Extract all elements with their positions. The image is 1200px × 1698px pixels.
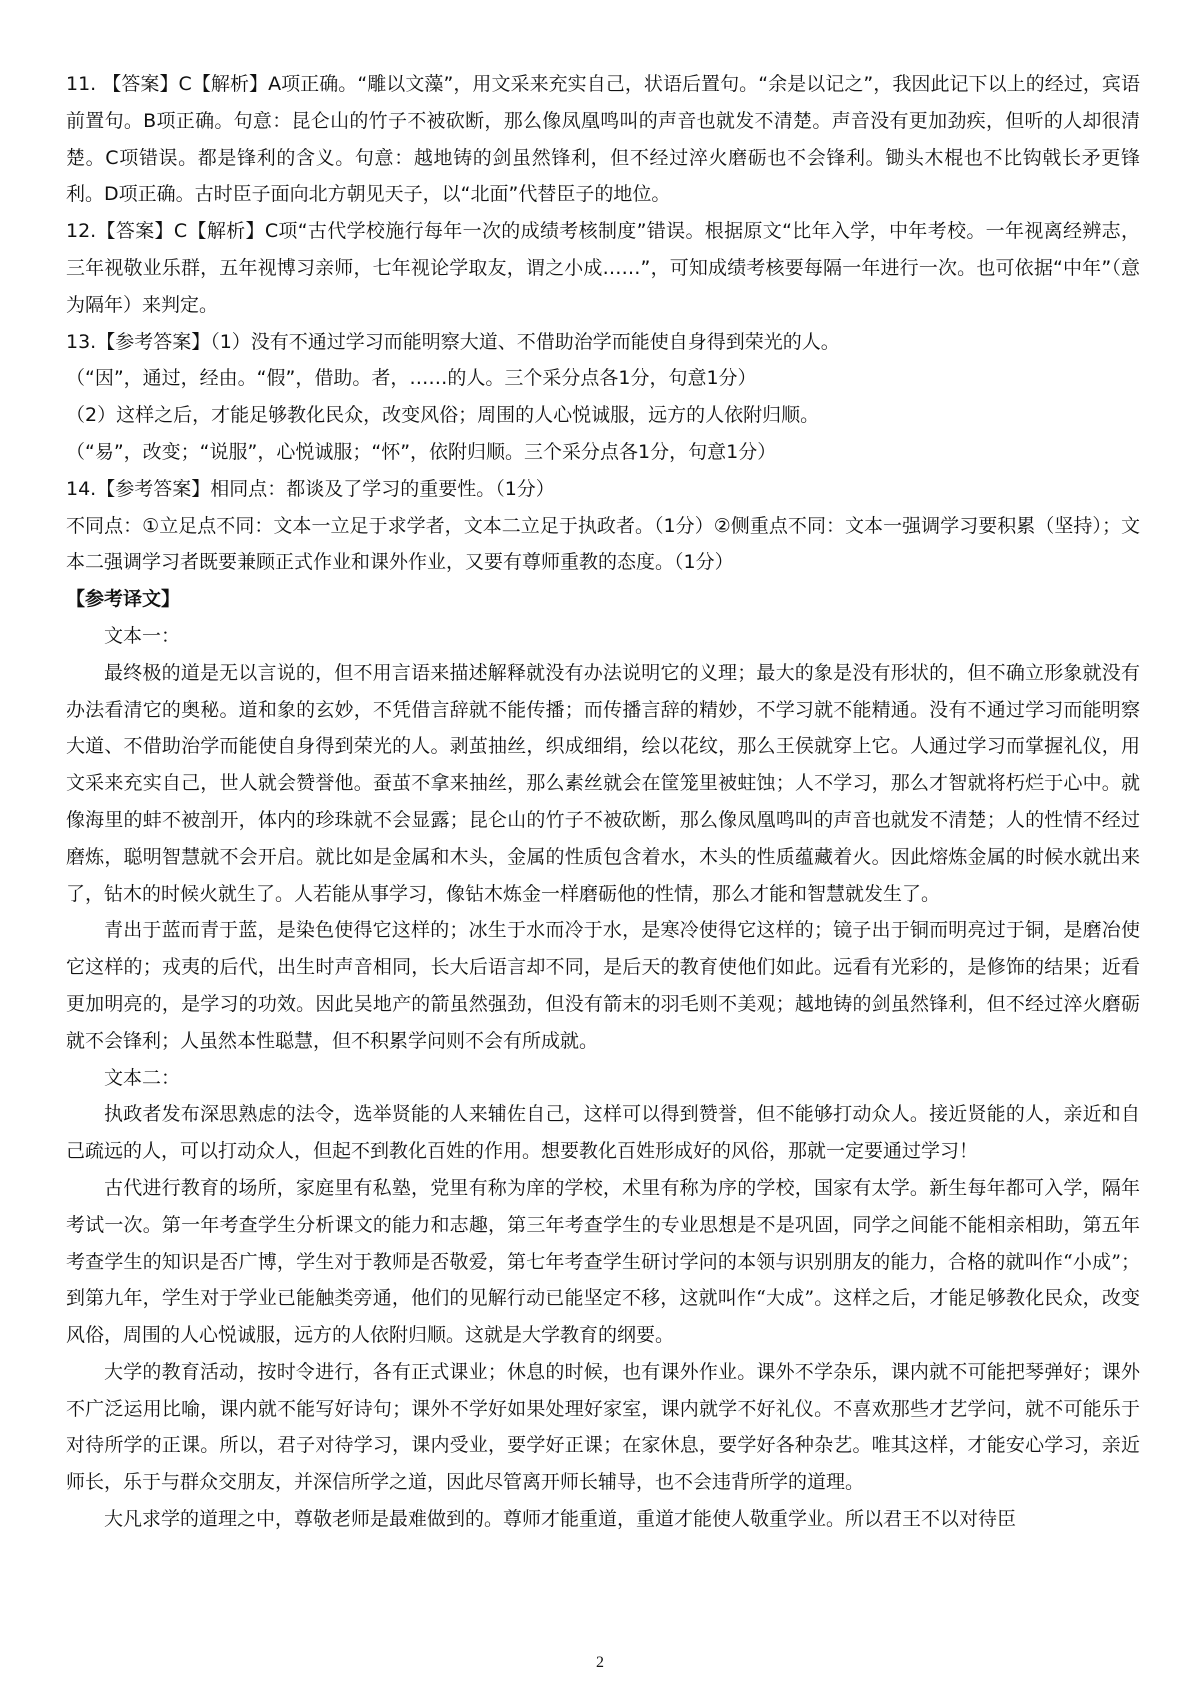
translation-heading: 【参考译文】 bbox=[66, 588, 181, 611]
document-page bbox=[66, 66, 1140, 1538]
answer-q12: 12.【答案】C【解析】C项“古代学校施行每年一次的成绩考核制度”错误。根据原文“比年入学，中年考校。一年视离经辨志，三年视敬业乐群，五年视博习亲师，七年视论学取友，谓之小成……”，可知成绩考核要每隔一年进行一次。也可依据“中年”（意为隔年）来判定。 bbox=[66, 220, 1140, 316]
answer-q13-part2-note: （“易”，改变；“说服”，心悦诚服；“怀”，依附归顺。三个采分点各1分，句意1分） bbox=[66, 440, 777, 463]
text2-paragraph-4: 大凡求学的道理之中，尊敬老师是最难做到的。尊师才能重道，重道才能使人敬重学业。所以君王不以对待臣 bbox=[104, 1508, 1017, 1531]
answer-q13-part1-note: （“因”，通过，经由。“假”，借助。者，……的人。三个采分点各1分，句意1分） bbox=[66, 367, 757, 390]
answer-q14-difference: 不同点：①立足点不同：文本一立足于求学者，文本二立足于执政者。（1分）②侧重点不同：文本一强调学习要积累（坚持）；文本二强调学习者既要兼顾正式作业和课外作业，又要有尊师重教的态度。（1分） bbox=[66, 514, 1140, 574]
text2-paragraph-2: 古代进行教育的场所，家庭里有私塾，党里有称为庠的学校，术里有称为序的学校，国家有太学。新生每年都可入学，隔年考试一次。第一年考查学生分析课文的能力和志趣，第三年考查学生的专业思想是不是巩固，同学之间能不能相亲相助，第五年考查学生的知识是否广博，学生对于教师是否敬爱，第七年考查学生研讨学问的本领与识别朋友的能力，合格的就叫作“小成”；到第九年，学生对于学业已能触类旁通，他们的见解行动已能坚定不移，这就叫作“大成”。这样之后，才能足够教化民众，改变风俗，周围的人心悦诚服，远方的人依附归顺。这就是大学教育的纲要。 bbox=[66, 1176, 1140, 1347]
text1-paragraph-1: 最终极的道是无以言说的，但不用言语来描述解释就没有办法说明它的义理；最大的象是没有形状的，但不确立形象就没有办法看清它的奥秘。道和象的玄妙，不凭借言辞就不能传播；而传播言辞的精妙，不学习就不能精通。没有不通过学习而能明察大道、不借助治学而能使自身得到荣光的人。剥茧抽丝，织成细绢，绘以花纹，那么王侯就穿上它。人通过学习而掌握礼仪，用文采来充实自己，世人就会赞誉他。蚕茧不拿来抽丝，那么素丝就会在筐笼里被蛀蚀；人不学习，那么才智就将朽烂于心中。就像海里的蚌不被剖开，体内的珍珠就不会显露；昆仑山的竹子不被砍断，那么像凤凰鸣叫的声音也就发不清楚；人的性情不经过磨炼，聪明智慧就不会开启。就比如是金属和木头，金属的性质包含着水，木头的性质蕴藏着火。因此熔炼金属的时候水就出来了，钻木的时候火就生了。人若能从事学习，像钻木炼金一样磨砺他的性情，那么才能和智慧就发生了。 bbox=[66, 661, 1140, 905]
text1-label: 文本一： bbox=[104, 624, 181, 647]
text2-label: 文本二： bbox=[104, 1066, 181, 1089]
answer-q13-part2: （2）这样之后，才能足够教化民众，改变风俗；周围的人心悦诚服，远方的人依附归顺。 bbox=[66, 404, 820, 427]
answer-q14-similarity: 14.【参考答案】相同点：都谈及了学习的重要性。（1分） bbox=[66, 477, 555, 500]
answer-q11: 11. 【答案】C【解析】A项正确。“雕以文藻”，用文采来充实自己，状语后置句。“余是以记之”，我因此记下以上的经过，宾语前置句。B项正确。句意：昆仑山的竹子不被砍断，那么像凤凰鸣叫的声音也就发不清楚。声音没有更加劲疾，但听的人却很清楚。C项错误。都是锋利的含义。句意：越地铸的剑虽然锋利，但不经过淬火磨砺也不会锋利。锄头木棍也不比钩戟长矛更锋利。D项正确。古时臣子面向北方朝见天子，以“北面”代替臣子的地位。 bbox=[66, 73, 1140, 206]
text2-paragraph-1: 执政者发布深思熟虑的法令，选举贤能的人来辅佐自己，这样可以得到赞誉，但不能够打动众人。接近贤能的人，亲近和自己疏远的人，可以打动众人，但起不到教化百姓的作用。想要教化百姓形成好的风俗，那就一定要通过学习！ bbox=[66, 1103, 1140, 1163]
text2-paragraph-3: 大学的教育活动，按时令进行，各有正式课业；休息的时候，也有课外作业。课外不学杂乐，课内就不可能把琴弹好；课外不广泛运用比喻，课内就不能写好诗句；课外不学好如果处理好家室，课内就学不好礼仪。不喜欢那些才艺学问，就不可能乐于对待所学的正课。所以，君子对待学习，课内受业，要学好正课；在家休息，要学好各种杂艺。唯其这样，才能安心学习，亲近师长，乐于与群众交朋友，并深信所学之道，因此尽管离开师长辅导，也不会违背所学的道理。 bbox=[66, 1360, 1140, 1494]
page-number: 2 bbox=[596, 1654, 604, 1671]
text1-paragraph-2: 青出于蓝而青于蓝，是染色使得它这样的；冰生于水而冷于水，是寒冷使得它这样的；镜子出于铜而明亮过于铜，是磨冶使它这样的；戎夷的后代，出生时声音相同，长大后语言却不同，是后天的教育使他们如此。远看有光彩的，是修饰的结果；近看更加明亮的，是学习的功效。因此吴地产的箭虽然强劲，但没有箭末的羽毛则不美观；越地铸的剑虽然锋利，但不经过淬火磨砺就不会锋利；人虽然本性聪慧，但不积累学问则不会有所成就。 bbox=[66, 919, 1140, 1052]
answer-q13-part1: 13.【参考答案】（1）没有不通过学习而能明察大道、不借助治学而能使自身得到荣光的人。 bbox=[66, 330, 840, 353]
